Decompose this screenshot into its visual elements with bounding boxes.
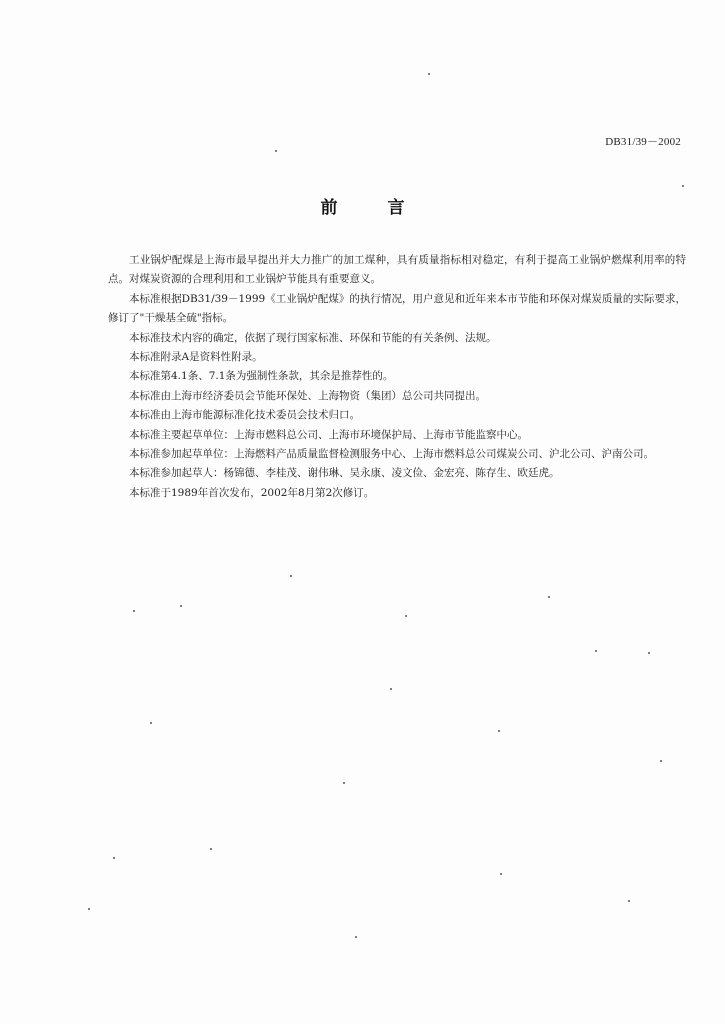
scan-speck	[498, 730, 500, 732]
paragraph-mandatory-clauses: 本标准第4.1条、7.1条为强制性条款，其余是推荐性的。	[129, 370, 394, 383]
scan-speck	[660, 760, 662, 762]
paragraph-appendix: 本标准附录A是资料性附录。	[129, 351, 263, 364]
scan-speck	[405, 615, 407, 617]
scan-speck	[548, 596, 550, 598]
scan-speck	[343, 782, 345, 784]
scan-speck	[500, 873, 502, 875]
scan-speck	[628, 900, 630, 902]
paragraph-history: 本标准于1989年首次发布，2002年8月第2次修订。	[129, 486, 375, 499]
foreword-body	[108, 251, 686, 503]
scan-speck	[290, 575, 292, 577]
scan-speck	[210, 848, 212, 850]
scan-speck	[180, 605, 182, 607]
paragraph-revision-basis: 本标准根据DB31/39－1999《工业锅炉配煤》的执行情况，用户意见和近年来本市节能和环保对煤炭质量的实际要求，修订了"干燥基全硫"指标。	[108, 292, 686, 325]
scan-speck	[150, 722, 152, 724]
scan-speck	[113, 857, 115, 859]
paragraph-centralized-unit: 本标准由上海市能源标准化技术委员会技术归口。	[129, 409, 360, 422]
page-title: 前言	[320, 198, 455, 218]
paragraph-drafting-persons: 本标准参加起草人：杨锦德、李桂茂、谢伟琳、吴永康、凌文俭、金宏亮、陈存生、欧廷虎。	[129, 467, 560, 480]
scan-speck	[88, 908, 90, 910]
scan-speck	[682, 185, 684, 187]
paragraph-technical-basis: 本标准技术内容的确定，依据了现行国家标准、环保和节能的有关条例、法规。	[129, 331, 497, 344]
scan-speck	[355, 936, 357, 938]
paragraph-main-drafters: 本标准主要起草单位：上海市燃料总公司、上海市环境保护局、上海市节能监察中心。	[129, 428, 528, 441]
scan-speck	[595, 650, 597, 652]
document-code: DB31/39－2002	[605, 136, 681, 148]
scan-speck	[275, 150, 277, 152]
scan-speck	[428, 73, 430, 75]
scan-speck	[133, 610, 135, 612]
scan-speck	[648, 652, 650, 654]
scan-speck	[390, 688, 392, 690]
paragraph-proposer: 本标准由上海市经济委员会节能环保处、上海物资（集团）总公司共同提出。	[129, 389, 486, 402]
paragraph-participating-units: 本标准参加起草单位：上海燃料产品质量监督检测服务中心、上海市燃料总公司煤炭公司、沪北公司、沪南公司。	[129, 448, 654, 461]
paragraph-intro: 工业锅炉配煤是上海市最早提出并大力推广的加工煤种，具有质量指标相对稳定，有利于提高工业锅炉燃煤利用率的特点。对煤炭资源的合理利用和工业锅炉节能具有重要意义。	[108, 254, 686, 286]
